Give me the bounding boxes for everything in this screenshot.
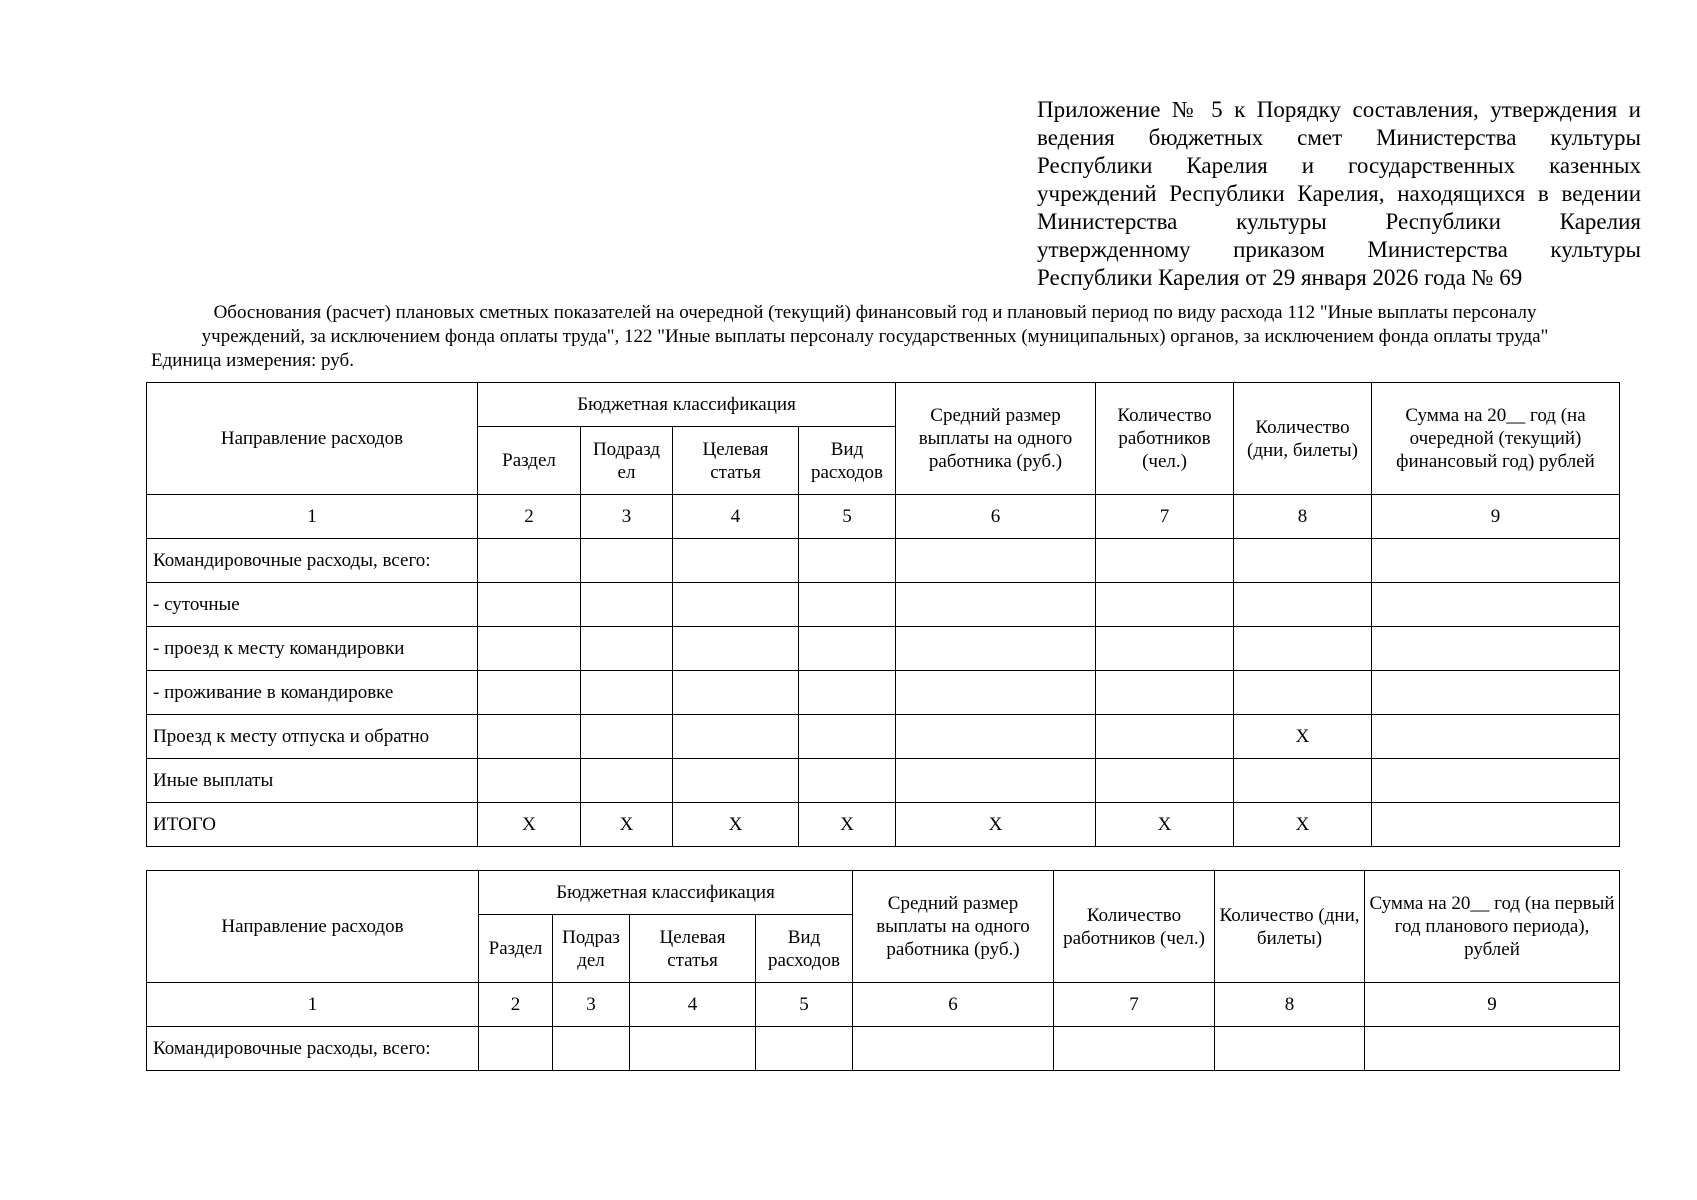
header-direction: Направление расходов [147,871,479,983]
column-number: 7 [1096,495,1234,539]
table-row [147,627,1620,671]
row-label: Иные выплаты [147,759,478,803]
header-days: Количество (дни, билеты) [1234,383,1372,495]
column-number: 4 [673,495,799,539]
table-cell: X [1234,715,1372,759]
table-cell[interactable] [896,583,1096,627]
table-cell[interactable] [673,583,799,627]
table-cell[interactable] [896,627,1096,671]
column-number: 9 [1372,495,1620,539]
table-cell[interactable] [673,671,799,715]
table-cell[interactable] [1234,627,1372,671]
column-number: 5 [756,983,853,1027]
row-label: ИТОГО [147,803,478,847]
header-target: Целевая статья [630,915,756,983]
table-cell[interactable] [1215,1027,1365,1071]
appendix-line: учреждений Республики Карелия, находящихся в ведении [1037,181,1641,206]
column-number: 6 [896,495,1096,539]
total-row [147,803,1620,847]
column-number: 5 [799,495,896,539]
table-cell[interactable] [553,1027,630,1071]
table-cell: X [896,803,1096,847]
table-cell: X [478,803,581,847]
header-avg-payment: Средний размер выплаты на одного работника (руб.) [896,383,1096,495]
table-cell[interactable] [630,1027,756,1071]
header-subsection: Подраз дел [553,915,630,983]
table-cell[interactable] [478,759,581,803]
table-cell[interactable] [478,715,581,759]
column-number: 2 [479,983,553,1027]
header-workers: Количество работников (чел.) [1096,383,1234,495]
appendix-line: Республики Карелия и государственных казенных [1037,153,1641,178]
table-cell[interactable] [799,715,896,759]
table-cell[interactable] [1372,803,1620,847]
table-cell[interactable] [673,627,799,671]
table-row [147,715,1620,759]
table-row [147,583,1620,627]
table-cell[interactable] [896,759,1096,803]
header-direction: Направление расходов [147,383,478,495]
table-cell[interactable] [581,715,673,759]
calc-table-current-year [146,382,1620,847]
row-label: Командировочные расходы, всего: [147,1027,479,1071]
table-cell[interactable] [1372,583,1620,627]
table-cell[interactable] [1054,1027,1215,1071]
column-number: 6 [853,983,1054,1027]
table-cell[interactable] [581,627,673,671]
column-number: 8 [1234,495,1372,539]
table-cell[interactable] [896,539,1096,583]
table-cell[interactable] [1234,759,1372,803]
appendix-line: Министерства культуры Республики Карелия [1037,209,1641,234]
table-cell[interactable] [1234,583,1372,627]
document-title [140,301,1610,349]
table-cell[interactable] [1234,671,1372,715]
table-cell[interactable] [1096,583,1234,627]
table-cell[interactable] [1096,539,1234,583]
table-cell[interactable] [479,1027,553,1071]
table-cell[interactable] [799,539,896,583]
header-sum: Сумма на 20__ год (на очередной (текущий) финансовый год) рублей [1372,383,1620,495]
table-cell: X [799,803,896,847]
table-cell[interactable] [799,583,896,627]
header-budget-classification: Бюджетная классификация [478,383,896,427]
table-cell: X [1096,803,1234,847]
calc-table-first-planning-year [146,870,1620,1071]
row-label: Командировочные расходы, всего: [147,539,478,583]
column-number: 1 [147,983,479,1027]
column-number: 4 [630,983,756,1027]
column-number: 9 [1365,983,1620,1027]
table-cell: X [1234,803,1372,847]
table-cell[interactable] [799,627,896,671]
table-cell[interactable] [478,583,581,627]
header-target: Целевая статья [673,427,799,495]
appendix-note [1037,96,1641,292]
table-cell[interactable] [1372,671,1620,715]
header-sum: Сумма на 20__ год (на первый год планового периода), рублей [1365,871,1620,983]
table-cell[interactable] [1372,759,1620,803]
table-cell[interactable] [478,539,581,583]
appendix-line: утвержденному приказом Министерства культуры [1037,237,1641,262]
row-label: - суточные [147,583,478,627]
table-row [147,759,1620,803]
row-label: Проезд к месту отпуска и обратно [147,715,478,759]
column-number: 8 [1215,983,1365,1027]
appendix-line: Республики Карелия от 29 января 2026 года № 69 [1037,265,1523,290]
table-cell[interactable] [1096,627,1234,671]
header-days: Количество (дни, билеты) [1215,871,1365,983]
table-cell[interactable] [1365,1027,1620,1071]
table-cell[interactable] [478,627,581,671]
column-number: 2 [478,495,581,539]
table-cell[interactable] [581,539,673,583]
column-number: 7 [1054,983,1215,1027]
column-number: 3 [553,983,630,1027]
title-line: Обоснования (расчет) плановых сметных показателей на очередной (текущий) финансовый год и плановый период по виду расхода 112 "Иные выплаты персоналу [213,302,1537,323]
table-row [147,539,1620,583]
table-row [147,671,1620,715]
table-cell[interactable] [1096,671,1234,715]
table-cell: X [673,803,799,847]
column-number: 3 [581,495,673,539]
header-avg-payment: Средний размер выплаты на одного работника (руб.) [853,871,1054,983]
table-cell[interactable] [1096,759,1234,803]
table-cell[interactable] [799,671,896,715]
table-row [147,1027,1620,1071]
appendix-line: Приложение № 5 к Порядку составления, утверждения и [1037,97,1641,122]
column-number: 1 [147,495,478,539]
table-cell[interactable] [1096,715,1234,759]
table-cell[interactable] [799,759,896,803]
table-cell[interactable] [1372,627,1620,671]
header-workers: Количество работников (чел.) [1054,871,1215,983]
table-cell[interactable] [673,759,799,803]
table-cell[interactable] [673,715,799,759]
unit-of-measure: Единица измерения: руб. [151,350,354,371]
table-cell[interactable] [581,671,673,715]
title-line: учреждений, за исключением фонда оплаты труда", 122 "Иные выплаты персоналу государственных (муниципальных) органов, за исключением фонда оплаты труда" [201,326,1549,347]
row-label: - проживание в командировке [147,671,478,715]
table-cell[interactable] [581,583,673,627]
header-section: Раздел [479,915,553,983]
table-cell[interactable] [1372,715,1620,759]
table-cell[interactable] [1372,539,1620,583]
table-cell[interactable] [756,1027,853,1071]
table-cell[interactable] [853,1027,1054,1071]
appendix-line: ведения бюджетных смет Министерства культуры [1037,125,1641,150]
column-number-row [147,983,1620,1027]
column-number-row [147,495,1620,539]
table-cell[interactable] [673,539,799,583]
table-cell[interactable] [1234,539,1372,583]
header-expense-type: Вид расходов [799,427,896,495]
header-subsection: Подразд ел [581,427,673,495]
table-cell[interactable] [478,671,581,715]
row-label: - проезд к месту командировки [147,627,478,671]
table-cell[interactable] [896,671,1096,715]
table-cell[interactable] [896,715,1096,759]
table-cell[interactable] [581,759,673,803]
header-section: Раздел [478,427,581,495]
header-budget-classification: Бюджетная классификация [479,871,853,915]
table-cell: X [581,803,673,847]
header-expense-type: Вид расходов [756,915,853,983]
